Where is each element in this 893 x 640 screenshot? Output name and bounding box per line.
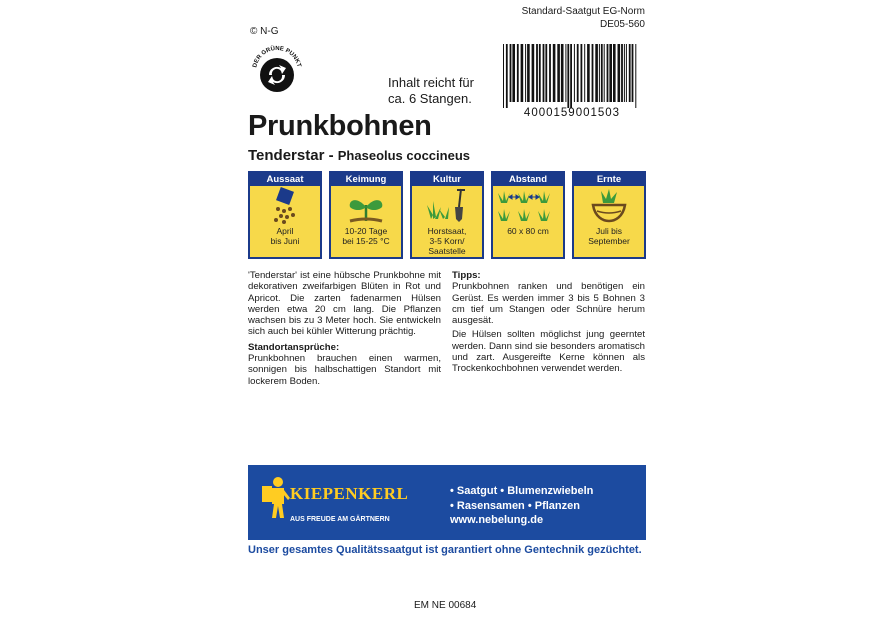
barcode-bar <box>629 44 631 102</box>
barcode-number: 4000159001503 <box>523 107 621 118</box>
barcode-bar <box>599 44 600 102</box>
standard-line: Standard-Saatgut EG-Norm <box>521 6 645 17</box>
icon-card-kultur <box>410 171 484 259</box>
harvest-bowl-icon <box>587 187 631 225</box>
barcode-bar <box>532 44 535 102</box>
cultivation-icons <box>248 171 646 259</box>
barcode-bar <box>567 44 569 108</box>
barcode-bar <box>626 44 627 102</box>
content-amount-line: ca. 6 Stangen. <box>388 91 472 106</box>
barcode-bar <box>570 44 572 108</box>
icon-card-text: Juli bis <box>596 226 622 236</box>
barcode-bar <box>613 44 616 102</box>
icon-card-head: Aussaat <box>250 173 320 186</box>
barcode-bar <box>527 44 530 102</box>
dash: - <box>324 147 338 164</box>
barcode-bar <box>506 44 508 108</box>
icon-card-text: April <box>276 226 294 236</box>
barcode-bar <box>503 44 504 108</box>
barcode-bar <box>536 44 538 102</box>
barcode-bar <box>510 44 512 102</box>
barcode-bar <box>595 44 598 102</box>
tips-text: Prunkbohnen ranken und benötigen ein Gerüst. Es werden immer 3 bis 5 Bohnen 3 cm tief um Stangen oder Schnüre herum ausgesät. <box>452 281 645 327</box>
barcode-bar <box>601 44 603 102</box>
icon-card-text: 60 x 80 cm <box>507 226 549 236</box>
latin-name: Phaseolus coccineus <box>337 148 470 163</box>
barcode-bar <box>517 44 519 102</box>
barcode-bar <box>561 44 564 102</box>
brand-products <box>450 484 593 528</box>
barcode-bar <box>545 44 547 102</box>
article-code: EM NE 00684 <box>414 600 477 611</box>
website-link[interactable]: www.nebelung.de <box>450 514 544 526</box>
icon-card-text: Saatstelle <box>428 246 466 256</box>
standard-info <box>522 5 645 31</box>
tips-heading: Tipps: <box>452 270 481 281</box>
content-amount <box>388 75 474 107</box>
tips-column <box>452 270 645 378</box>
barcode-bar <box>539 44 541 102</box>
icon-card-text: September <box>588 236 630 246</box>
icon-card-head: Ernte <box>574 173 644 186</box>
barcode-bar <box>577 44 579 102</box>
spade-icon <box>423 187 471 225</box>
barcode-bar <box>557 44 560 102</box>
intro-text: 'Tenderstar' ist eine hübsche Prunkbohne mit dekorativen zweifarbigen Blüten in Rot und Apricot. Die zarten fadenarmen Hülsen werden etwa 20 cm lang. Die Pflanzen wachsen bis zu 3 Meter hoch. Sie entwickeln sich auch bei kühler Witterung prächtig. <box>248 270 441 338</box>
green-dot-label: DER GRÜNE PUNKT <box>252 45 302 69</box>
barcode-bar <box>543 44 545 102</box>
barcode-bar <box>635 44 636 108</box>
product-subtitle <box>248 147 470 164</box>
icon-card-text: Horstsaat, <box>427 226 467 236</box>
sowing-calendar-icon <box>265 187 305 225</box>
barcode-bar <box>512 44 515 102</box>
icon-card-text: bis Juni <box>270 236 300 246</box>
barcode-bars <box>503 44 636 108</box>
icon-card-head: Abstand <box>493 173 563 186</box>
barcode-bar <box>549 44 551 102</box>
location-text: Prunkbohnen brauchen einen warmen, sonnigen bis halbschattigen Standort mit lockerem Boden. <box>248 353 441 387</box>
barcode-bar <box>621 44 623 102</box>
barcode-bar <box>521 44 524 102</box>
barcode-bar <box>609 44 612 102</box>
icon-card-text: 10-20 Tage <box>344 226 388 236</box>
barcode-bar <box>632 44 634 102</box>
barcode-bar <box>592 44 594 102</box>
location-heading: Standortansprüche: <box>248 341 340 353</box>
gmo-free-note: Unser gesamtes Qualitätssaatgut ist garantiert ohne Gentechnik gezüchtet. <box>248 544 642 556</box>
icon-card-head: Kultur <box>412 173 482 186</box>
product-title: Prunkbohnen <box>248 110 432 142</box>
icon-card-text: 3-5 Korn/ <box>429 236 465 246</box>
standard-code: DE05-560 <box>599 19 645 30</box>
barcode-bar <box>607 44 609 102</box>
barcode-bar <box>581 44 583 102</box>
seedling-icon <box>344 187 388 225</box>
kiepenkerl-figure-icon <box>260 476 290 520</box>
product-line: • Saatgut • Blumenzwiebeln <box>450 485 594 497</box>
icon-card-head: Keimung <box>331 173 401 186</box>
icon-card-ernte <box>572 171 646 259</box>
barcode-bar <box>584 44 585 102</box>
content-amount-line: Inhalt reicht für <box>388 75 474 90</box>
barcode-bar <box>604 44 605 102</box>
icon-card-keimung <box>329 171 403 259</box>
icon-card-abstand <box>491 171 565 259</box>
description-column <box>248 270 441 390</box>
barcode-bar <box>574 44 575 102</box>
barcode-bar <box>525 44 526 102</box>
barcode-bar <box>553 44 556 102</box>
barcode <box>499 44 645 118</box>
barcode-bar <box>618 44 621 102</box>
variety-name: Tenderstar <box>248 147 325 164</box>
tips-text: Die Hülsen sollten möglichst jung geerntet werden. Dann sind sie besonders aromatisch und zart. Ausgereifte Kerne können als Trockenkochbohnen verwendet werden. <box>452 329 645 375</box>
green-dot-icon <box>248 42 306 100</box>
brand-slogan: AUS FREUDE AM GÄRTNERN <box>290 516 390 523</box>
icon-card-text: bei 15-25 °C <box>342 236 390 246</box>
barcode-bar <box>565 44 566 102</box>
spacing-icon <box>495 187 561 225</box>
barcode-bar <box>587 44 590 102</box>
product-line: • Rasensamen • Pflanzen <box>450 499 580 512</box>
copyright-note: © N-G <box>250 26 279 37</box>
icon-card-aussaat <box>248 171 322 259</box>
barcode-bar <box>624 44 625 102</box>
brand-name: KIEPENKERL <box>290 484 409 503</box>
